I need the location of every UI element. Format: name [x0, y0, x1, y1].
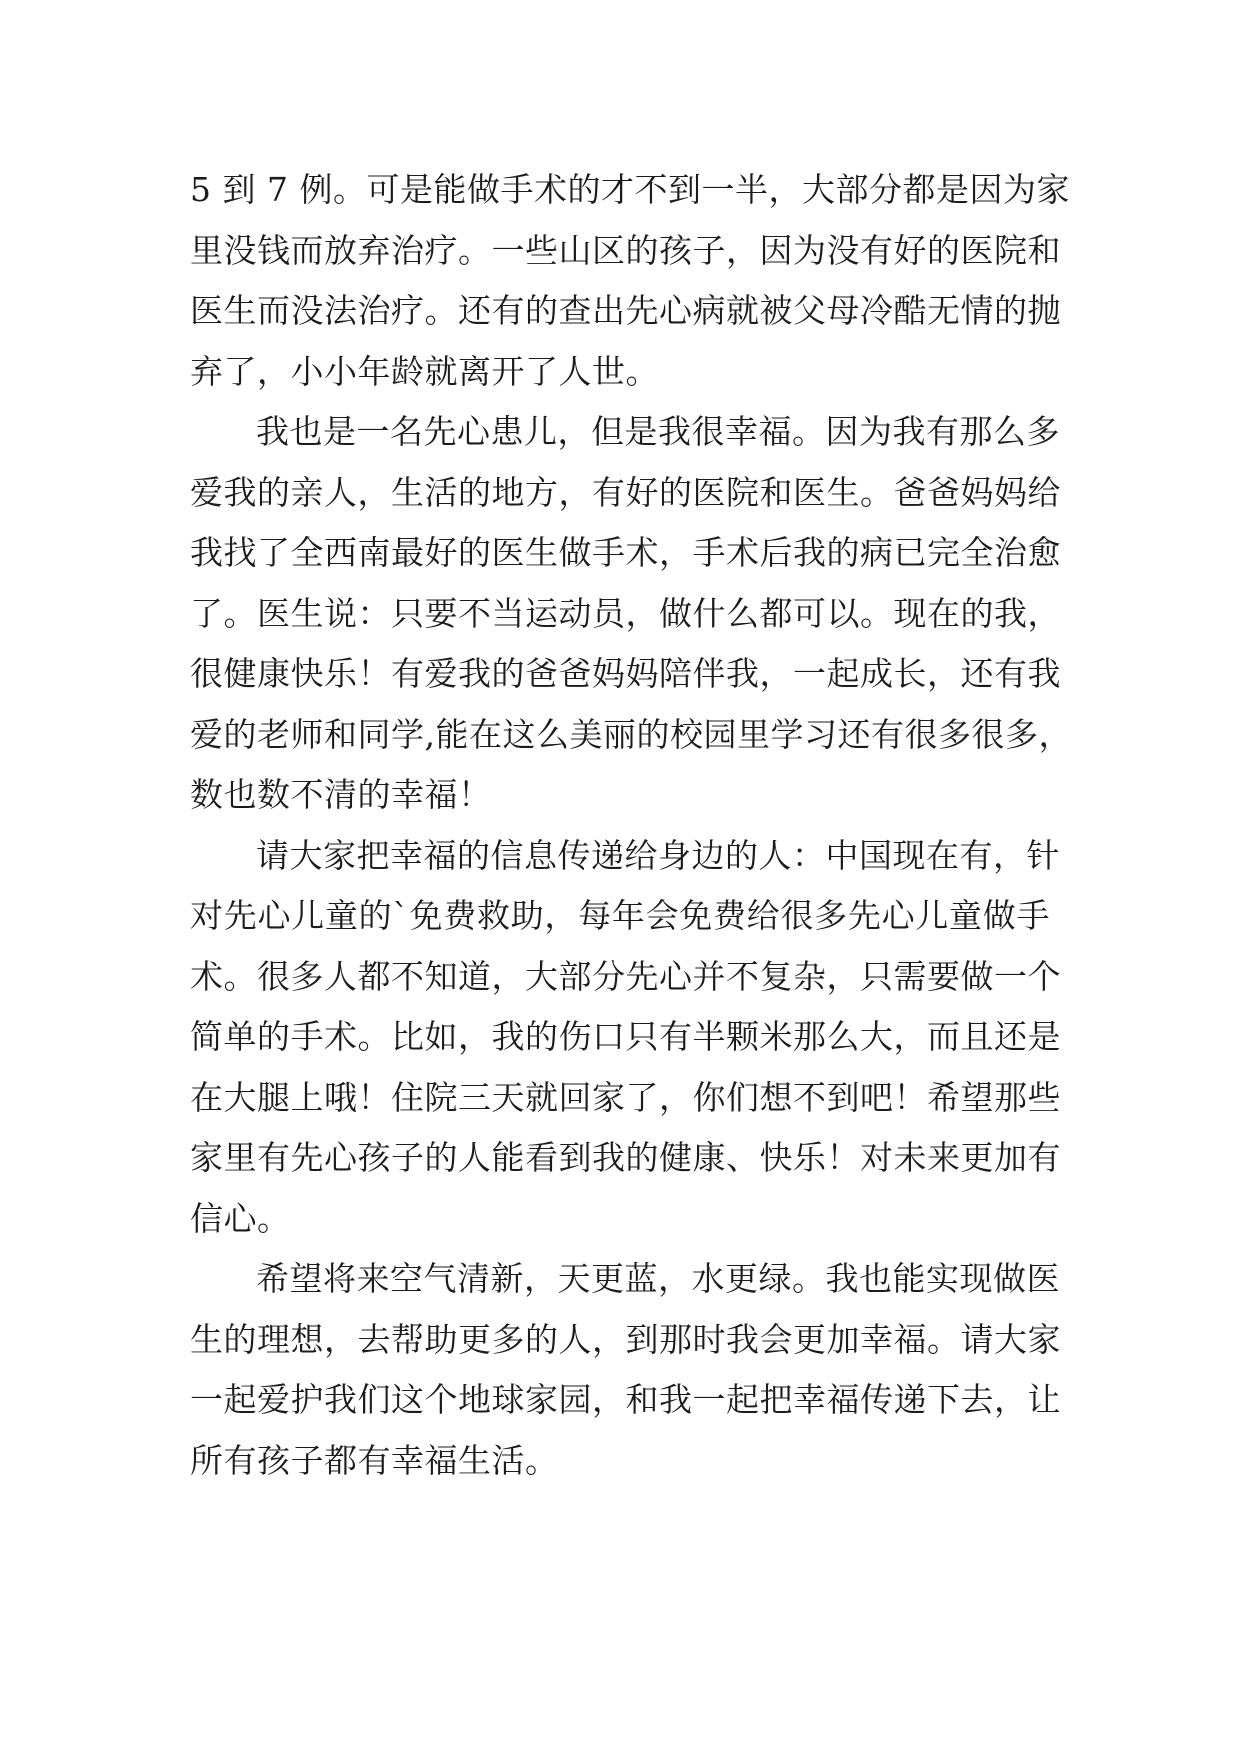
paragraph-3-line-1: 请大家把幸福的信息传递给身边的人：中国现在有，针 [256, 835, 1060, 875]
paragraph-3-line-3: 术。很多人都不知道，大部分先心并不复杂，只需要做一个 [190, 956, 1061, 996]
paragraph-3-line-7: 信心。 [190, 1198, 291, 1238]
paragraph-4-line-2: 生的理想，去帮助更多的人，到那时我会更加幸福。请大家 [190, 1319, 1061, 1359]
document-body [190, 160, 1072, 1491]
paragraph-3-line-6: 家里有先心孩子的人能看到我的健康、快乐！对未来更加有 [190, 1138, 1061, 1177]
paragraph-1-line-4: 弃了，小小年龄就离开了人世。 [190, 351, 659, 391]
paragraph-3-line-5: 在大腿上哦！住院三天就回家了，你们想不到吧！希望那些 [190, 1077, 1061, 1117]
paragraph-1-line-2: 里没钱而放弃治疗。一些山区的孩子，因为没有好的医院和 [190, 230, 1061, 270]
paragraph-4-line-3: 一起爱护我们这个地球家园，和我一起把幸福传递下去，让 [190, 1380, 1061, 1419]
paragraph-3-line-2: 对先心儿童的`免费救助，每年会免费给很多先心儿童做手 [190, 896, 1050, 935]
paragraph-2-line-3: 我找了全西南最好的医生做手术，手术后我的病已完全治愈 [190, 533, 1061, 572]
paragraph-2-line-6: 爱的老师和同学,能在这么美丽的校园里学习还有很多很多， [190, 714, 1072, 754]
paragraph-4-line-1: 希望将来空气清新，天更蓝，水更绿。我也能实现做医 [256, 1259, 1060, 1298]
paragraph-2-line-1: 我也是一名先心患儿，但是我很幸福。因为我有那么多 [256, 412, 1060, 451]
paragraph-4-line-4: 所有孩子都有幸福生活。 [190, 1440, 559, 1480]
paragraph-2-line-2: 爱我的亲人，生活的地方，有好的医院和医生。爸爸妈妈给 [190, 472, 1061, 512]
paragraph-2-line-4: 了。医生说：只要不当运动员，做什么都可以。现在的我， [190, 593, 1061, 633]
paragraph-2-line-5: 很健康快乐！有爱我的爸爸妈妈陪伴我，一起成长，还有我 [190, 654, 1061, 693]
paragraph-1-line-1: 5 到 7 例。可是能做手术的才不到一半，大部分都是因为家 [190, 170, 1070, 209]
paragraph-1-line-3: 医生而没法治疗。还有的查出先心病就被父母冷酷无情的抛 [190, 291, 1061, 330]
paragraph-3-line-4: 简单的手术。比如，我的伤口只有半颗米那么大，而且还是 [190, 1017, 1061, 1056]
paragraph-2-line-7: 数也数不清的幸福！ [190, 775, 492, 814]
